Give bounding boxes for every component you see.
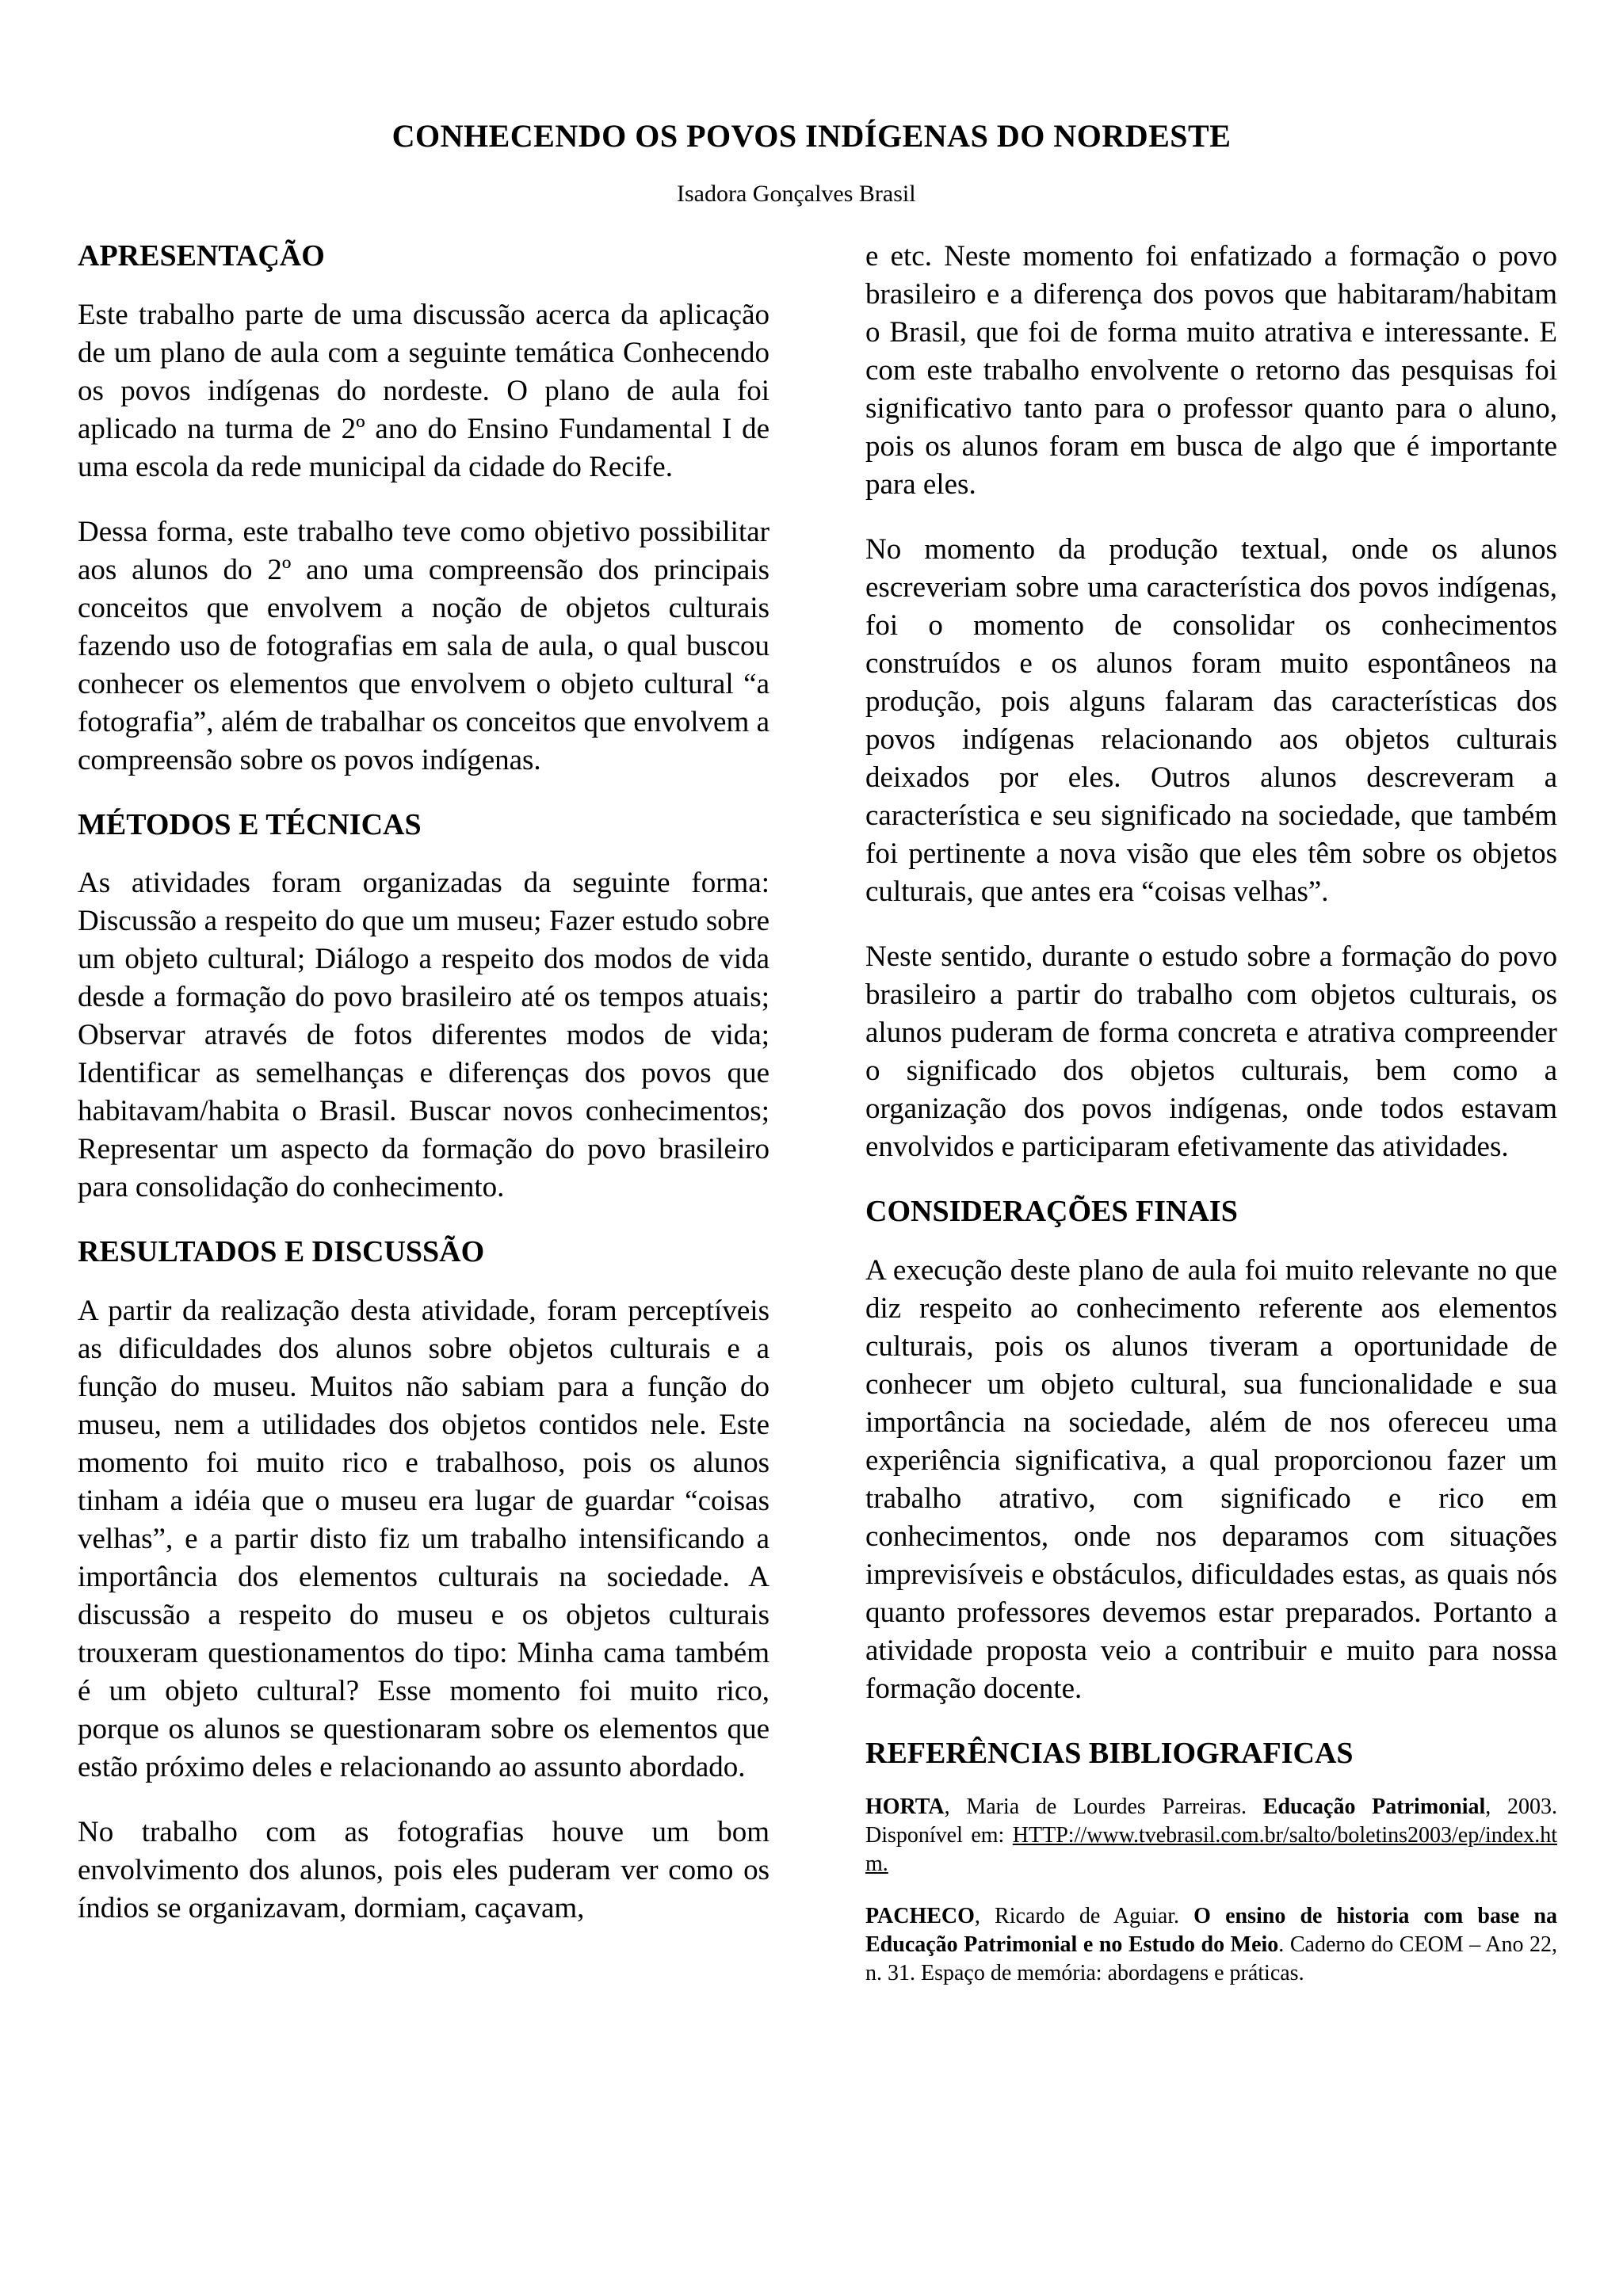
paragraph: No momento da produção textual, onde os alunos escreveriam sobre uma característica dos povos indígenas, foi o momento de consolidar os conhecimentos construídos e os alunos foram muito espontâneos na produção, pois alguns falaram das características dos povos indígenas relacionando aos objetos culturais deixados por eles. Outros alunos descreveram a característica e seu significado na sociedade, que também foi pertinente a nova visão que eles têm sobre os objetos culturais, que antes era “coisas velhas”.: [865, 533, 1557, 908]
reference-link[interactable]: HTTP://www.tvebrasil.com.br/salto/boletins2003/ep/index.htm.: [865, 1823, 1557, 1876]
paragraph: Neste sentido, durante o estudo sobre a formação do povo brasileiro a partir do trabalho com objetos culturais, os alunos puderam de forma concreta e atrativa compreender o significado dos objetos culturais, bem como a organização dos povos indígenas, onde todos estavam envolvidos e participaram efetivamente das atividades.: [865, 940, 1557, 1163]
paragraph: A partir da realização desta atividade, foram perceptíveis as dificuldades dos alunos sobre objetos culturais e a função do museu. Muitos não sabiam para a função do museu, nem a utilidades dos objetos contidos nele. Este momento foi muito rico e trabalhoso, pois os alunos tinham a idéia que o museu era lugar de guardar “coisas velhas”, e a partir disto fiz um trabalho intensificando a importância dos elementos culturais na sociedade. A discussão a respeito do museu e os objetos culturais trouxeram questionamentos do tipo: Minha cama também é um objeto cultural? Esse momento foi muito rico, porque os alunos se questionaram sobre os elementos que estão próximo deles e relacionando ao assunto abordado.: [78, 1294, 769, 1783]
paragraph: As atividades foram organizadas da seguinte forma: Discussão a respeito do que um museu; Fazer estudo sobre um objeto cultural; Diálogo a respeito dos modos de vida desde a formação do povo brasileiro até os tempos atuais; Observar através de fotos diferentes modos de vida; Identificar as semelhanças e diferenças dos povos que habitavam/habita o Brasil. Buscar novos conhecimentos; Representar um aspecto da formação do povo brasileiro para consolidação do conhecimento.: [78, 867, 769, 1203]
section-heading-metodos: MÉTODOS E TÉCNICAS: [78, 807, 422, 841]
reference-text: , Maria de Lourdes Parreiras.: [944, 1794, 1263, 1819]
reference-entry: [865, 1793, 1557, 1878]
left-column: [78, 238, 769, 1955]
reference-author: PACHECO: [865, 1904, 975, 1928]
reference-text: , Ricardo de Aguiar.: [974, 1904, 1194, 1928]
paragraph: e etc. Neste momento foi enfatizado a formação o povo brasileiro e a diferença dos povos que habitaram/habitam o Brasil, que foi de forma muito atrativa e interessante. E com este trabalho envolvente o retorno das pesquisas foi significativo tanto para o professor quanto para o aluno, pois os alunos foram em busca de algo que é importante para eles.: [865, 240, 1557, 501]
page-title: CONHECENDO OS POVOS INDÍGENAS DO NORDESTE: [391, 118, 1232, 154]
section-heading-resultados: RESULTADOS E DISCUSSÃO: [78, 1235, 485, 1268]
section-heading-referencias: REFERÊNCIAS BIBLIOGRAFICAS: [865, 1736, 1354, 1770]
reference-text: , 2003. Disponível em:: [865, 1794, 1558, 1848]
author-name: Isadora Gonçalves Brasil: [677, 181, 916, 207]
section-heading-consideracoes: CONSIDERAÇÕES FINAIS: [865, 1195, 1238, 1228]
reference-text: . Caderno do CEOM – Ano 22, n. 31. Espaço de memória: abordagens e práticas.: [865, 1932, 1557, 1985]
paragraph: Este trabalho parte de uma discussão acerca da aplicação de um plano de aula com a seguinte temática Conhecendo os povos indígenas do nordeste. O plano de aula foi aplicado na turma de 2º ano do Ensino Fundamental I de uma escola da rede municipal da cidade do Recife.: [78, 298, 769, 483]
reference-author: HORTA: [865, 1794, 945, 1819]
paragraph: No trabalho com as fotografias houve um bom envolvimento dos alunos, pois eles puderam ver como os índios se organizavam, dormiam, caçavam,: [78, 1815, 769, 1924]
reference-entry: [865, 1902, 1557, 1988]
reference-title: O ensino de historia com base na Educação Patrimonial e no Estudo do Meio: [865, 1904, 1557, 1957]
reference-title: Educação Patrimonial: [1262, 1794, 1486, 1819]
right-column: [865, 238, 1557, 2012]
paragraph: Dessa forma, este trabalho teve como objetivo possibilitar aos alunos do 2º ano uma compreensão dos principais conceitos que envolvem a noção de objetos culturais fazendo uso de fotografias em sala de aula, o qual buscou conhecer os elementos que envolvem o objeto cultural “a fotografia”, além de trabalhar os conceitos que envolvem a compreensão sobre os povos indígenas.: [78, 515, 769, 776]
paragraph: A execução deste plano de aula foi muito relevante no que diz respeito ao conhecimento referente aos elementos culturais, pois os alunos tiveram a oportunidade de conhecer um objeto cultural, sua funcionalidade e sua importância na sociedade, além de nos ofereceu uma experiência significativa, a qual proporcionou fazer um trabalho atrativo, com significado e rico em conhecimentos, onde nos deparamos com situações imprevisíveis e obstáculos, dificuldades estas, as quais nós quanto professores devemos estar preparados. Portanto a atividade proposta veio a contribuir e muito para nossa formação docente.: [865, 1253, 1557, 1705]
section-heading-apresentacao: APRESENTAÇÃO: [78, 239, 325, 273]
